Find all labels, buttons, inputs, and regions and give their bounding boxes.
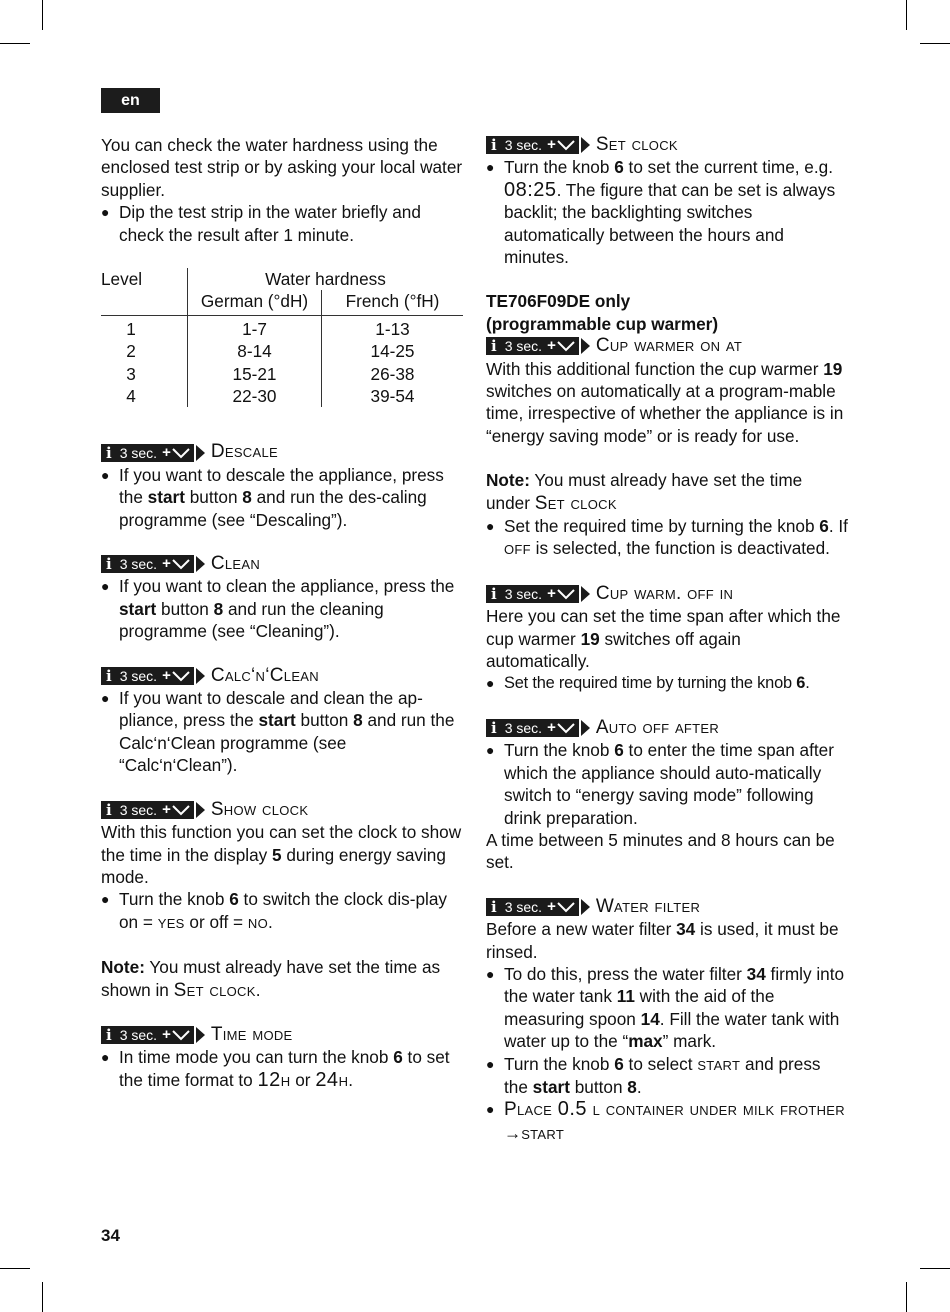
list-item: ● In time mode you can turn the knob 6 to set the time format to 12h or 24h. bbox=[101, 1047, 450, 1091]
table-subheader-row bbox=[101, 290, 463, 315]
language-tab: en bbox=[101, 88, 160, 113]
play-triangle-icon bbox=[581, 720, 590, 736]
chevron-down-icon bbox=[172, 670, 190, 682]
table-row: 2 8-14 14-25 bbox=[101, 340, 463, 362]
crop-mark bbox=[920, 43, 950, 44]
left-column bbox=[101, 134, 463, 1092]
menu-key-icon: i 3 sec. + bbox=[486, 585, 579, 603]
chevron-down-icon bbox=[172, 447, 190, 459]
calc-n-clean-heading: i 3 sec. + Calc‘n‘Clean bbox=[101, 665, 463, 687]
chevron-down-icon bbox=[557, 722, 575, 734]
menu-key-icon: i 3 sec. + bbox=[486, 136, 579, 154]
note-text: Note: You must already have set the time under Set clock bbox=[486, 470, 803, 514]
list-item: ● If you want to clean the appliance, press the start button 8 and run the cleaning programme (see “Cleaning”). bbox=[101, 576, 455, 642]
german-header: German (°dH) bbox=[188, 290, 322, 315]
chevron-down-icon bbox=[172, 558, 190, 570]
water-filter-text: Before a new water filter 34 is used, it must be rinsed. bbox=[486, 919, 839, 962]
menu-key-icon: i 3 sec. + bbox=[486, 898, 579, 916]
list-item: ● Set the required time by turning the knob 6. bbox=[486, 674, 810, 693]
page-number: 34 bbox=[101, 1226, 120, 1245]
list-item: ● Place 0.5 l container under milk frother →start bbox=[486, 1098, 845, 1144]
french-header: French (°fH) bbox=[322, 290, 464, 315]
list-item: ● If you want to descale the appliance, press the start button 8 and run the des-caling programme (see “Descaling”). bbox=[101, 464, 444, 530]
cup-warm-off-heading: i 3 sec. + Cup warm. off in bbox=[486, 583, 848, 605]
menu-key-icon: i 3 sec. + bbox=[486, 337, 579, 355]
cup-warmer-on-heading: i 3 sec. + Cup warmer on at bbox=[486, 335, 848, 357]
play-triangle-icon bbox=[196, 556, 205, 572]
crop-mark bbox=[0, 1268, 30, 1269]
table-header-row bbox=[101, 268, 463, 290]
arrow-right-icon: → bbox=[504, 1122, 522, 1143]
chevron-down-icon bbox=[557, 340, 575, 352]
model-subheading: (programmable cup warmer) bbox=[486, 313, 719, 334]
play-triangle-icon bbox=[196, 802, 205, 818]
list-item: ● If you want to descale and clean the ap-pliance, press the start button 8 and run the Calc‘n‘Clean programme (see “Calc‘n‘Clean”). bbox=[101, 688, 455, 776]
cup-warmer-on-text: With this additional function the cup warmer 19 switches on automatically at a program-mable time, irrespective of whether the appliance is in “energy saving mode” or is ready for use. bbox=[486, 358, 844, 446]
chevron-down-icon bbox=[172, 804, 190, 816]
menu-key-icon: i 3 sec. + bbox=[101, 667, 194, 685]
chevron-down-icon bbox=[557, 139, 575, 151]
play-triangle-icon bbox=[581, 338, 590, 354]
water-hardness-header: Water hardness bbox=[265, 269, 386, 290]
level-header: Level bbox=[101, 268, 188, 290]
clean-heading: i 3 sec. + Clean bbox=[101, 553, 463, 575]
play-triangle-icon bbox=[581, 899, 590, 915]
crop-mark bbox=[42, 0, 43, 30]
crop-mark bbox=[42, 1282, 43, 1312]
chevron-down-icon bbox=[172, 1029, 190, 1041]
table-row: 4 22-30 39-54 bbox=[101, 385, 463, 407]
list-item: ● Turn the knob 6 to enter the time span after which the appliance should auto-matically switch to “energy saving mode” following drink preparation. bbox=[486, 740, 834, 828]
list-item: ● To do this, press the water filter 34 firmly into the water tank 11 with the aid of the measuring spoon 14. Fill the water tank with water up to the “max” mark. bbox=[486, 963, 845, 1052]
intro-text: You can check the water hardness using the enclosed test strip or by asking your local water supplier. bbox=[101, 135, 463, 200]
crop-mark bbox=[906, 1282, 907, 1312]
chevron-down-icon bbox=[557, 588, 575, 600]
water-filter-heading: i 3 sec. + Water filter bbox=[486, 896, 848, 918]
play-triangle-icon bbox=[581, 137, 590, 153]
show-clock-heading: i 3 sec. + Show clock bbox=[101, 799, 463, 821]
chevron-down-icon bbox=[557, 901, 575, 913]
crop-mark bbox=[906, 0, 907, 30]
show-clock-text: With this function you can set the clock to show the time in the display 5 during energy saving mode. bbox=[101, 822, 462, 887]
menu-key-icon: i 3 sec. + bbox=[101, 444, 194, 462]
list-item: ● Turn the knob 6 to switch the clock dis-play on = yes or off = no. bbox=[101, 889, 448, 933]
water-hardness-table bbox=[101, 268, 463, 407]
crop-mark bbox=[920, 1268, 950, 1269]
play-triangle-icon bbox=[196, 445, 205, 461]
auto-off-heading: i 3 sec. + Auto off after bbox=[486, 717, 848, 739]
list-item: ● Turn the knob 6 to select start and press the start button 8. bbox=[486, 1053, 821, 1097]
right-column bbox=[486, 134, 848, 1145]
menu-key-icon: i 3 sec. + bbox=[101, 801, 194, 819]
play-triangle-icon bbox=[581, 586, 590, 602]
menu-key-icon: i 3 sec. + bbox=[101, 1026, 194, 1044]
menu-key-icon: i 3 sec. + bbox=[101, 555, 194, 573]
cup-warm-off-text: Here you can set the time span after which the cup warmer 19 switches off again automatically. bbox=[486, 606, 841, 672]
set-clock-heading: i 3 sec. + Set clock bbox=[486, 134, 848, 156]
crop-mark bbox=[0, 43, 30, 44]
time-mode-heading: i 3 sec. + Time mode bbox=[101, 1024, 463, 1046]
play-triangle-icon bbox=[196, 1027, 205, 1043]
list-item: ● Dip the test strip in the water briefly and check the result after 1 minute. bbox=[101, 202, 421, 245]
model-heading: TE706F09DE only bbox=[486, 291, 631, 312]
play-triangle-icon bbox=[196, 668, 205, 684]
list-item: ● Set the required time by turning the knob 6. If off is selected, the function is deactivated. bbox=[486, 516, 848, 560]
menu-key-icon: i 3 sec. + bbox=[486, 719, 579, 737]
table-row: 3 15-21 26-38 bbox=[101, 363, 463, 385]
note-text: Note: You must already have set the time as shown in Set clock. bbox=[101, 957, 441, 1001]
auto-off-text: A time between 5 minutes and 8 hours can be set. bbox=[486, 829, 835, 873]
descale-heading: i 3 sec. + Descale bbox=[101, 441, 463, 463]
table-row: 1 1-7 1-13 bbox=[101, 315, 463, 340]
list-item: ● Turn the knob 6 to set the current time, e.g. 08:25. The figure that can be set is always backlit; the backlighting switches automatically between the hours and minutes. bbox=[486, 157, 836, 268]
